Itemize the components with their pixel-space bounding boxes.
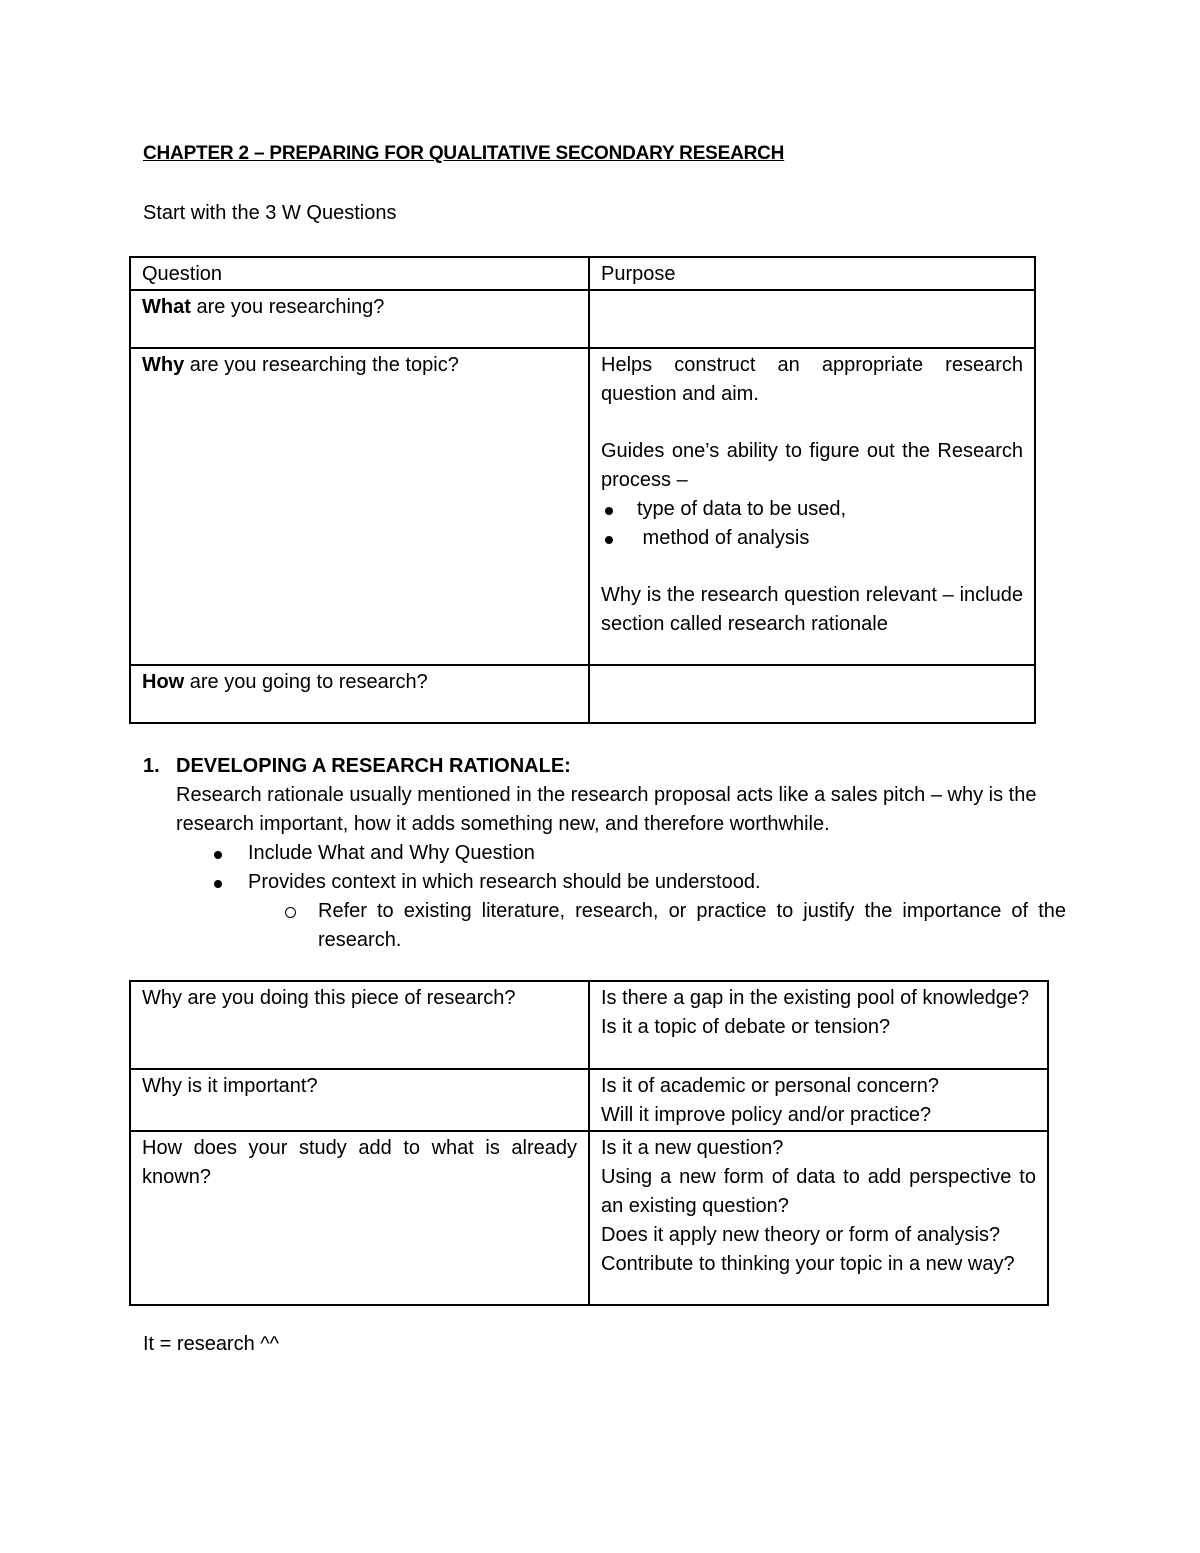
purpose-cell-empty <box>589 290 1035 348</box>
footer-note: It = research ^^ <box>143 1333 280 1355</box>
question-text: are you going to research? <box>184 671 428 693</box>
bullet-icon <box>605 507 613 515</box>
purpose-cell-empty <box>589 665 1035 723</box>
question-keyword: How <box>142 671 185 693</box>
purpose-cell <box>589 348 1035 665</box>
purpose-bullet-list <box>601 495 1023 553</box>
bullet-icon <box>605 536 613 544</box>
table-row-what <box>130 290 1035 348</box>
question-cell: How does your study add to what is already known? <box>130 1131 589 1305</box>
table-row-why <box>130 348 1035 665</box>
circle-bullet-icon <box>285 907 296 918</box>
answer-cell: Is there a gap in the existing pool of knowledge? Is it a topic of debate or tension? <box>589 981 1048 1069</box>
sub-bullet-item: Refer to existing literature, research, or practice to justify the importance of the research. <box>176 897 1066 955</box>
table-header-row <box>130 257 1035 290</box>
question-keyword: What <box>142 296 191 318</box>
question-cell <box>130 348 589 665</box>
table-row <box>130 1131 1048 1305</box>
question-cell: Why are you doing this piece of research? <box>130 981 589 1069</box>
question-cell <box>130 665 589 723</box>
intro-line: Start with the 3 W Questions <box>143 202 397 224</box>
bullet-icon <box>214 851 222 859</box>
section-heading: DEVELOPING A RESEARCH RATIONALE: <box>176 755 571 777</box>
answer-cell: Is it of academic or personal concern? Will it improve policy and/or practice? <box>589 1069 1048 1131</box>
question-keyword: Why <box>142 354 185 376</box>
section-number: 1. <box>143 755 160 777</box>
question-cell <box>130 290 589 348</box>
question-text: are you researching? <box>190 296 385 318</box>
header-purpose: Purpose <box>589 257 1035 290</box>
purpose-paragraph: Why is the research question relevant – include section called research rationale <box>601 584 1023 635</box>
table-row <box>130 1069 1048 1131</box>
section-text: Research rationale usually mentioned in the research proposal acts like a sales pitch – why is the research important, how it adds something new, and therefore worthwhile. <box>176 784 1037 835</box>
bullet-icon <box>214 880 222 888</box>
rationale-questions-table <box>129 980 1049 1306</box>
list-item: Provides context in which research should be understood. <box>176 868 1066 897</box>
header-question: Question <box>130 257 589 290</box>
table-row-how <box>130 665 1035 723</box>
answer-cell: Is it a new question? Using a new form of data to add perspective to an existing question? Does it apply new theory or form of analysis? Contribute to thinking your topic in a new way? <box>589 1131 1048 1305</box>
table-row <box>130 981 1048 1069</box>
three-w-questions-table <box>129 256 1036 724</box>
purpose-paragraph: Helps construct an appropriate research question and aim. <box>601 354 1023 405</box>
question-text: are you researching the topic? <box>184 354 459 376</box>
list-item: Include What and Why Question <box>176 839 1066 868</box>
section-bullet-list <box>176 839 1066 897</box>
list-item: type of data to be used, <box>601 495 1023 524</box>
question-cell: Why is it important? <box>130 1069 589 1131</box>
chapter-title: CHAPTER 2 – PREPARING FOR QUALITATIVE SECONDARY RESEARCH <box>143 143 785 164</box>
list-item: method of analysis <box>601 524 1023 553</box>
purpose-paragraph: Guides one’s ability to figure out the Research process – <box>601 440 1023 491</box>
